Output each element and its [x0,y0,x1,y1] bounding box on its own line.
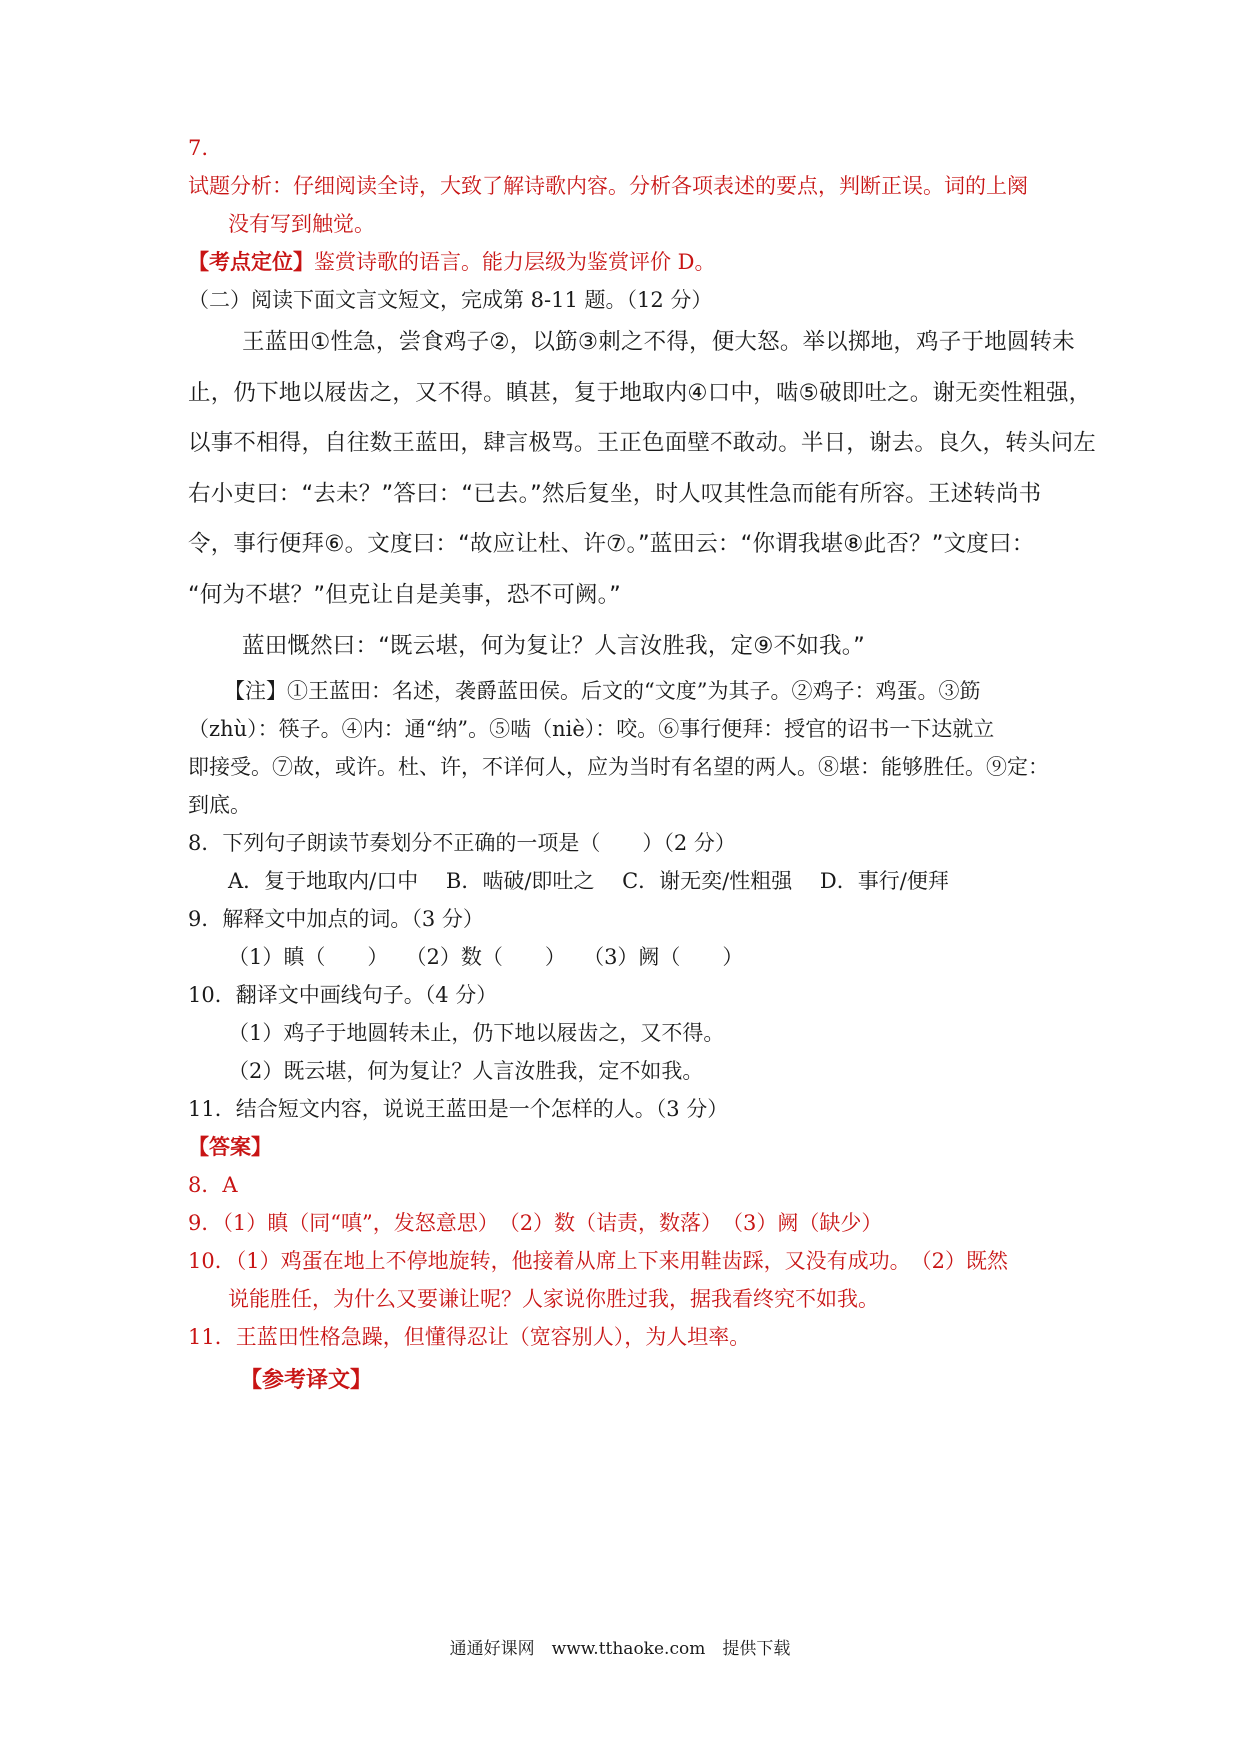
kaodian-text: 鉴赏诗歌的语言。能力层级为鉴赏评价 D。 [314,250,716,274]
passage-line-6: “何为不堪？”但克让自是美事，恐不可阙。” [188,582,621,608]
answer-8: 8．A [188,1173,238,1197]
passage-line-5: 令，事行便拜⑥。文度曰：“故应让杜、许⑦。”蓝田云：“你谓我堪⑧此否？”文度曰： [188,531,1035,557]
note-line-3: 即接受。⑦故，或许。杜、许，不详何人，应为当时有名望的两人。⑧堪：能够胜任。⑨定： [188,755,1049,779]
answer-10-line-1: 10．（1）鸡蛋在地上不停地旋转，他接着从席上下来用鞋齿踩，又没有成功。 （2）既然 [188,1249,1008,1273]
answer-heading: 【答案】 [188,1134,272,1159]
question-9-items: （1）瞋（ ） （2）数（ ） （3）阙（ ） [228,945,744,969]
section-heading: （二）阅读下面文言文短文，完成第 8-11 题。（12 分） [188,288,713,312]
passage-line-3: 以事不相得，自往数王蓝田，肆言极骂。王正色面壁不敢动。半日，谢去。良久，转头问左 [188,430,1097,456]
passage-line-7: 蓝田慨然曰：“既云堪，何为复让？人言汝胜我，定⑨不如我。” [242,633,866,659]
question-10-item-2: （2）既云堪，何为复让？人言汝胜我，定不如我。 [228,1059,704,1083]
question-8-options: A．复于地取内/口中 B．啮破/即吐之 C．谢无奕/性粗强 D．事行/便拜 [228,869,949,893]
passage-line-2: 止，仍下地以屐齿之，又不得。瞋甚，复于地取内④口中，啮⑤破即吐之。谢无奕性粗强， [188,380,1092,406]
answer-10-line-2: 说能胜任，为什么又要谦让呢？人家说你胜过我，据我看终究不如我。 [228,1287,879,1311]
answer-9: 9．（1）瞋（同“嗔”，发怒意思） （2）数（诘责，数落） （3）阙（缺少） [188,1211,883,1235]
q7-kaodian [188,248,716,276]
note-line-2: （zhù）：筷子。④内：通“纳”。⑤啮（niè）：咬。⑥事行便拜：授官的诏书一下达就立 [188,717,995,741]
note-line-1: 【注】①王蓝田：名述，袭爵蓝田侯。后文的“文度”为其子。②鸡子：鸡蛋。③筯 [224,679,981,703]
q7-number: 7. [188,136,209,160]
question-10: 10．翻译文中画线句子。（4 分） [188,983,498,1007]
question-10-item-1: （1）鸡子于地圆转未止，仍下地以屐齿之，又不得。 [228,1021,725,1045]
question-8: 8．下列句子朗读节奏划分不正确的一项是（ ）（2 分） [188,831,736,855]
page-footer: 通通好课网 www.tthaoke.com 提供下载 [449,1639,791,1659]
passage-line-4: 右小吏曰：“去未？”答曰：“已去。”然后复坐，时人叹其性急而能有所容。王述转尚书 [188,481,1042,507]
translation-heading: 【参考译文】 [240,1367,373,1393]
question-9: 9．解释文中加点的词。（3 分） [188,907,484,931]
q7-analysis-line2: 没有写到触觉。 [228,212,375,236]
note-line-4: 到底。 [188,793,251,817]
answer-11: 11．王蓝田性格急躁，但懂得忍让（宽容别人），为人坦率。 [188,1325,751,1349]
q7-analysis-line1: 试题分析：仔细阅读全诗，大致了解诗歌内容。分析各项表述的要点，判断正误。词的上阕 [188,174,1028,198]
kaodian-tag: 【考点定位】 [188,249,314,274]
question-11: 11．结合短文内容，说说王蓝田是一个怎样的人。（3 分） [188,1097,729,1121]
passage-line-1: 王蓝田①性急，尝食鸡子②，以筯③刺之不得，便大怒。举以掷地，鸡子于地圆转未 [242,329,1075,355]
